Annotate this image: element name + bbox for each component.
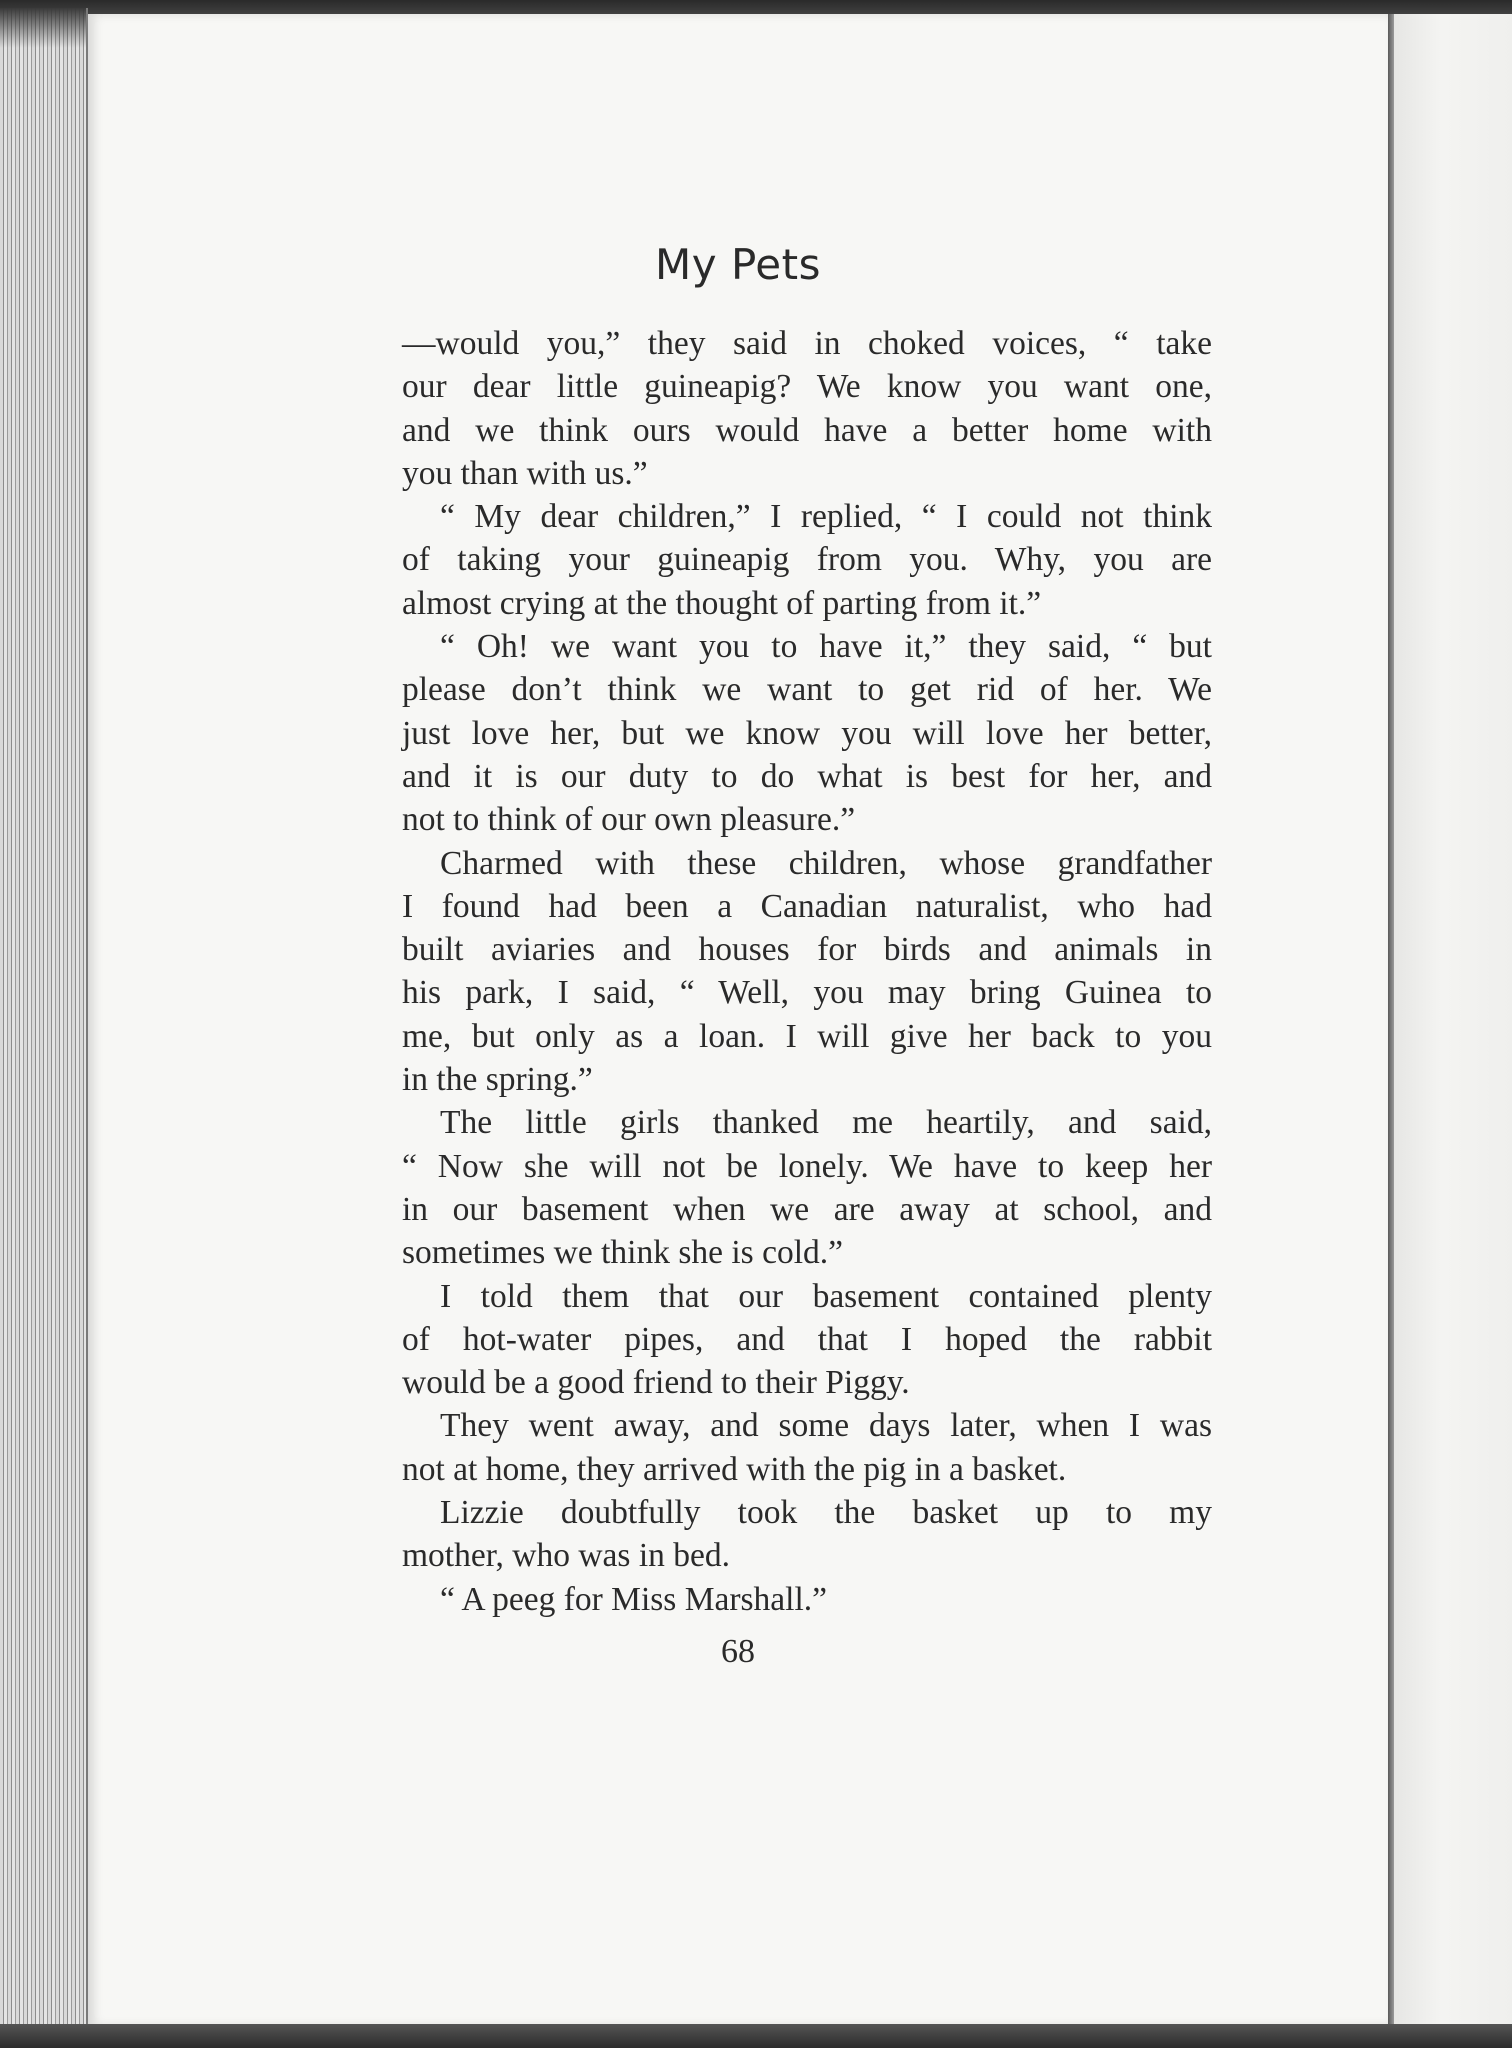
text-line: in our basement when we are away at school, and bbox=[402, 1190, 1212, 1228]
text-line: —would you,” they said in choked voices, “ take bbox=[402, 325, 1212, 362]
text-line: “ My dear children,” I replied, “ I could not think bbox=[440, 498, 1212, 536]
scan-border-bottom bbox=[0, 2024, 1512, 2048]
text-line: “ Oh! we want you to have it,” they said, “ but bbox=[440, 628, 1212, 666]
text-line: not to think of our own pleasure.” bbox=[402, 801, 856, 839]
text-line: Charmed with these children, whose grandfather bbox=[440, 844, 1212, 882]
text-line: not at home, they arrived with the pig in a basket. bbox=[402, 1450, 1067, 1488]
text-line: “ Now she will not be lonely. We have to keep her bbox=[402, 1147, 1212, 1185]
text-line: mother, who was in bed. bbox=[402, 1537, 731, 1575]
text-line: almost crying at the thought of parting from it.” bbox=[402, 584, 1042, 622]
text-line: his park, I said, “ Well, you may bring Guinea to bbox=[402, 974, 1212, 1012]
text-line: Lizzie doubtfully took the basket up to my bbox=[440, 1494, 1212, 1532]
text-line: please don’t think we want to get rid of her. We bbox=[402, 671, 1212, 709]
text-line: “ A peeg for Miss Marshall.” bbox=[440, 1580, 828, 1618]
text-line: in the spring.” bbox=[402, 1061, 593, 1099]
text-line: I found had been a Canadian naturalist, who had bbox=[402, 887, 1212, 925]
text-line: of taking your guineapig from you. Why, you are bbox=[402, 541, 1212, 579]
text-line: our dear little guineapig? We know you want one, bbox=[402, 368, 1212, 406]
text-line: of hot-water pipes, and that I hoped the rabbit bbox=[402, 1320, 1212, 1358]
text-line: would be a good friend to their Piggy. bbox=[402, 1364, 910, 1402]
text-line: and it is our duty to do what is best for her, and bbox=[402, 757, 1212, 795]
text-line: The little girls thanked me heartily, and said, bbox=[440, 1104, 1212, 1142]
text-line: and we think ours would have a better home with bbox=[402, 411, 1212, 449]
running-head: My Pets bbox=[655, 240, 821, 289]
text-line: built aviaries and houses for birds and animals in bbox=[402, 931, 1212, 969]
page-number: 68 bbox=[721, 1633, 755, 1670]
page-edges-left bbox=[0, 8, 88, 2026]
body-text bbox=[402, 322, 1212, 1621]
text-line: me, but only as a loan. I will give her back to you bbox=[402, 1017, 1212, 1055]
text-line: They went away, and some days later, when I was bbox=[440, 1407, 1212, 1445]
text-line: just love her, but we know you will love her better, bbox=[402, 714, 1212, 752]
text-line: you than with us.” bbox=[402, 454, 648, 492]
text-line: sometimes we think she is cold.” bbox=[402, 1234, 844, 1272]
text-line: I told them that our basement contained plenty bbox=[440, 1277, 1212, 1315]
facing-page-edge bbox=[1394, 14, 1512, 2026]
